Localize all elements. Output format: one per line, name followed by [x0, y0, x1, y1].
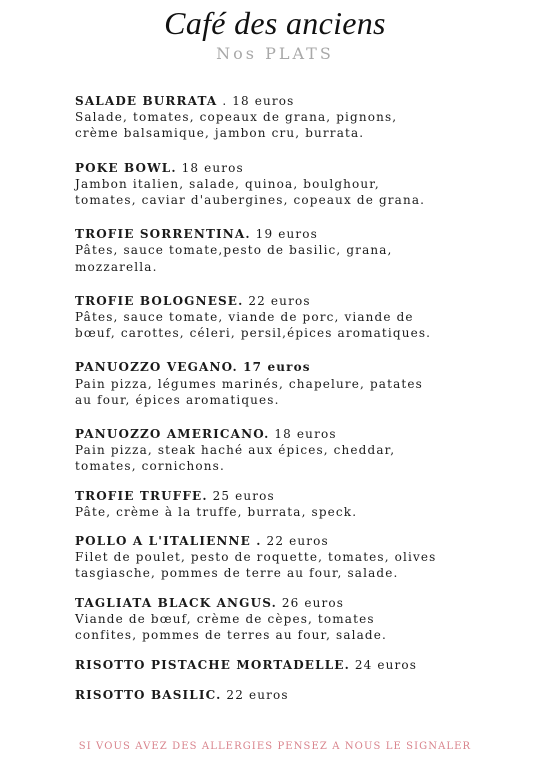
dish-name: TROFIE SORRENTINA.: [75, 227, 251, 242]
dish-description-line: Pain pizza, légumes marinés, chapelure, patates: [75, 376, 423, 391]
dish-name: POLLO A L'ITALIENNE .: [75, 534, 262, 549]
dish-item: [75, 426, 545, 475]
allergy-notice: SI VOUS AVEZ DES ALLERGIES PENSEZ A NOUS LE SIGNALER: [78, 741, 472, 752]
dish-name: TAGLIATA BLACK ANGUS.: [75, 595, 277, 610]
dish-description-line: crème balsamique, jambon cru, burrata.: [75, 126, 365, 141]
dish-name: SALADE BURRATA: [75, 94, 218, 108]
dish-heading: [75, 93, 545, 109]
dish-price: 17 euros: [237, 360, 311, 375]
dish-description-line: Jambon italien, salade, quinoa, boulghour,: [75, 176, 380, 191]
menu-list: [75, 93, 545, 704]
dish-item: [75, 657, 545, 673]
dish-description-line: Salade, tomates, copeaux de grana, pignons,: [75, 110, 398, 125]
dish-price: 22 euros: [221, 688, 289, 703]
dish-description-line: Filet de poulet, pesto de roquette, tomates, olives: [75, 550, 437, 565]
dish-item: [75, 488, 545, 520]
dish-heading: [75, 359, 545, 375]
dish-name: TROFIE TRUFFE.: [75, 488, 208, 503]
dish-description-line: tomates, caviar d'aubergines, copeaux de grana.: [75, 193, 426, 208]
dish-item: [75, 359, 545, 408]
dish-item: [75, 595, 545, 644]
dish-name: RISOTTO PISTACHE MORTADELLE.: [75, 658, 350, 673]
dish-item: [75, 226, 545, 275]
dish-description-line: Pâte, crème à la truffe, burrata, speck.: [75, 504, 358, 519]
dish-heading: [75, 595, 545, 611]
dish-item: [75, 93, 545, 142]
dish-heading: [75, 293, 545, 309]
dish-price: 22 euros: [261, 534, 329, 549]
dish-description-line: mozzarella.: [75, 259, 158, 274]
dish-name: POKE BOWL.: [75, 160, 177, 175]
page-title: Café des anciens: [164, 5, 386, 41]
dish-name: TROFIE BOLOGNESE.: [75, 293, 244, 308]
page-subtitle: Nos PLATS: [216, 44, 334, 63]
dish-name: PANUOZZO VEGANO.: [75, 360, 238, 375]
dish-heading: [75, 226, 545, 242]
dish-name: PANUOZZO AMERICANO.: [75, 427, 270, 442]
dish-heading: [75, 426, 545, 442]
dish-item: [75, 687, 545, 703]
dish-description-line: tasgiasche, pommes de terre au four, salade.: [75, 566, 399, 581]
dish-price: . 18 euros: [217, 94, 295, 108]
dish-heading: [75, 533, 545, 549]
dish-description-line: bœuf, carottes, céleri, persil,épices aromatiques.: [75, 326, 432, 341]
dish-price: 19 euros: [250, 227, 318, 242]
dish-description-line: tomates, cornichons.: [75, 459, 225, 474]
dish-price: 25 euros: [207, 488, 275, 503]
dish-description-line: Pain pizza, steak haché aux épices, cheddar,: [75, 443, 396, 458]
dish-item: [75, 533, 545, 582]
dish-heading: [75, 488, 545, 504]
dish-heading: [75, 160, 545, 176]
dish-item: [75, 160, 545, 209]
dish-price: 26 euros: [276, 595, 345, 610]
dish-description-line: confites, pommes de terres au four, salade.: [75, 628, 387, 643]
dish-price: 18 euros: [269, 427, 337, 442]
dish-description-line: Viande de bœuf, crème de cèpes, tomates: [75, 611, 375, 626]
dish-name: RISOTTO BASILIC.: [75, 688, 222, 703]
dish-description-line: au four, épices aromatiques.: [75, 392, 280, 407]
dish-price: 22 euros: [243, 293, 311, 308]
dish-price: 24 euros: [349, 658, 418, 673]
dish-description-line: Pâtes, sauce tomate, viande de porc, viande de: [75, 310, 414, 325]
dish-price: 18 euros: [176, 160, 244, 175]
dish-heading: [75, 657, 545, 673]
dish-description-line: Pâtes, sauce tomate,pesto de basilic, grana,: [75, 243, 393, 258]
dish-heading: [75, 687, 545, 703]
dish-item: [75, 293, 545, 342]
